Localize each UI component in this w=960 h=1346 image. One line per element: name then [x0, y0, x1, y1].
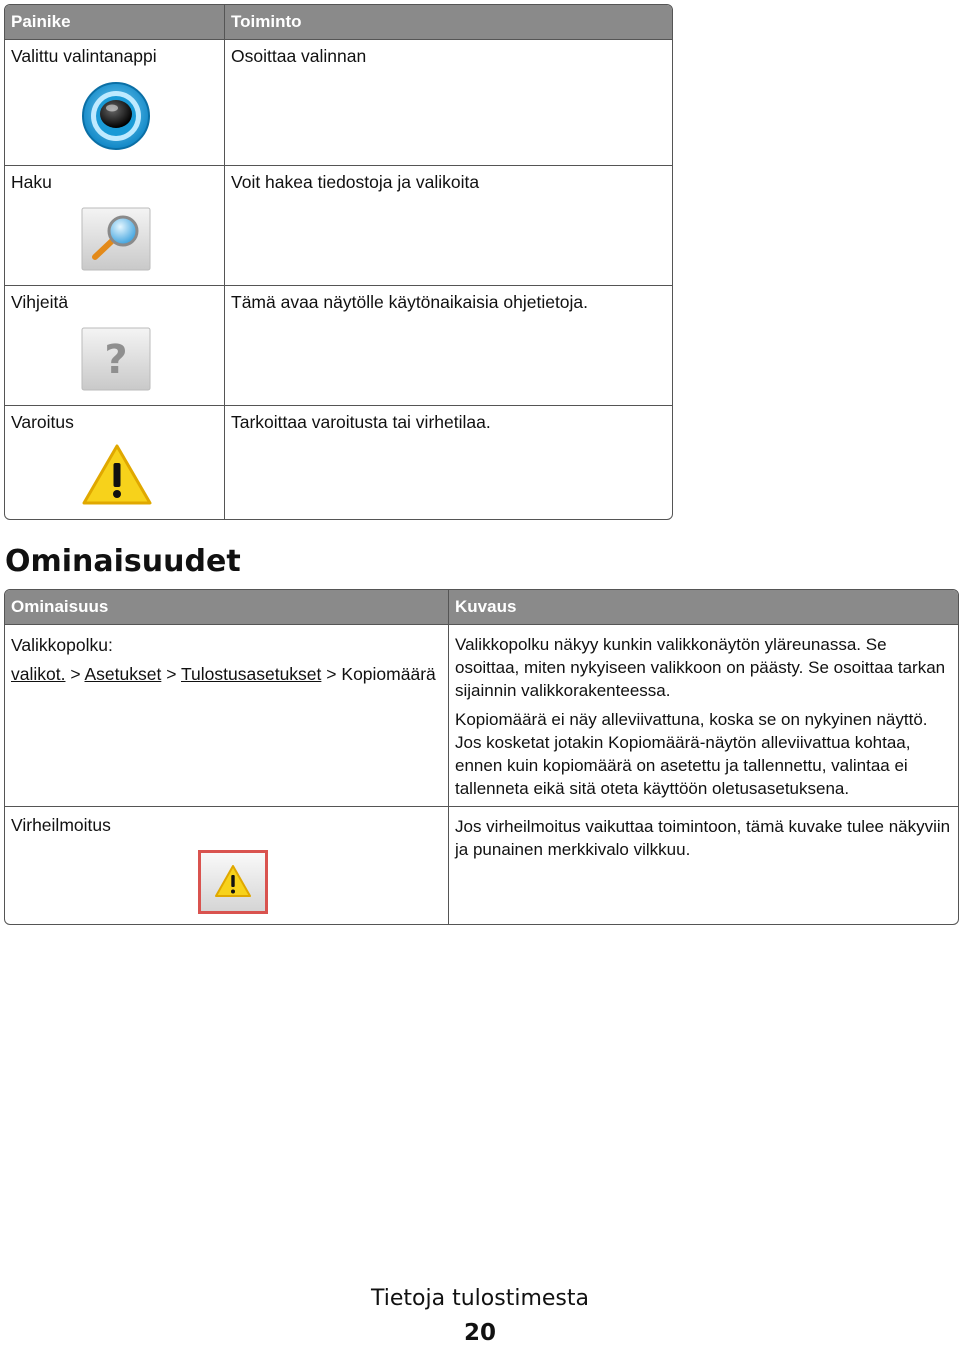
breadcrumb-description-current: Kopiomäärä ei näy alleviivattuna, koska se on nykyinen näyttö. Jos kosketat jotakin Kopiomäärä-näytön alleviivattua kohtaa, ennen kuin kopiomäärä on asetettu ja tallennettu, valintaa ei tallenneta eikä sitä oteta käyttöön oletusasetuksena.: [455, 710, 928, 798]
table-row: [5, 806, 958, 924]
page-number: 20: [463, 1320, 496, 1346]
row-label: Vihjeitä: [11, 292, 69, 312]
search-magnifier-icon: [81, 207, 218, 276]
breadcrumb-label: Valikkopolku:: [11, 635, 113, 655]
table-row: [5, 405, 672, 519]
header-function: Toiminto: [224, 5, 672, 40]
breadcrumb-description: Valikkopolku näkyy kunkin valikkonäytön yläreunassa. Se osoittaa, miten nykyiseen valikkoon on päästy. Se osoittaa tarkan sijainnin valikkorakenteessa.: [455, 635, 946, 700]
buttons-table: [4, 4, 673, 520]
breadcrumb-separator: >: [326, 664, 337, 684]
table-row: [5, 40, 672, 165]
header-feature: Ominaisuus: [5, 590, 448, 625]
row-description: Voit hakea tiedostoja ja valikoita: [224, 165, 672, 285]
table-row: [5, 165, 672, 285]
selected-radio-button-icon: [81, 81, 218, 156]
row-description: Osoittaa valinnan: [224, 40, 672, 165]
row-description: Tarkoittaa varoitusta tai virhetilaa.: [224, 405, 672, 519]
breadcrumb-separator: >: [70, 664, 81, 684]
row-label: Varoitus: [11, 412, 74, 432]
breadcrumb-link-settings[interactable]: Asetukset: [84, 664, 162, 684]
breadcrumb: [11, 657, 442, 691]
table-row: [5, 625, 958, 806]
breadcrumb-separator: >: [166, 664, 177, 684]
breadcrumb-link-print-settings[interactable]: Tulostusasetukset: [181, 664, 322, 684]
breadcrumb-link-menus[interactable]: valikot.: [11, 664, 66, 684]
features-table: [4, 589, 959, 925]
row-label: Haku: [11, 172, 52, 192]
error-message-warning-icon: [198, 850, 442, 919]
help-question-icon: [81, 327, 218, 396]
error-description: Jos virheilmoitus vaikuttaa toimintoon, tämä kuvake tulee näkyviin ja punainen merkkivalo vilkkuu.: [455, 817, 951, 859]
row-description: Tämä avaa näytölle käytönaikaisia ohjetietoja.: [224, 285, 672, 405]
footer-title: Tietoja tulostimesta: [371, 1286, 589, 1311]
error-label: Virheilmoitus: [11, 815, 111, 835]
header-button: Painike: [5, 5, 224, 40]
breadcrumb-current: Kopiomäärä: [341, 664, 436, 684]
warning-triangle-icon: [81, 443, 218, 512]
svg-text:?: ?: [104, 337, 128, 383]
table-row: [5, 285, 672, 405]
header-description: Kuvaus: [448, 590, 958, 625]
section-title: Ominaisuudet: [5, 544, 241, 579]
row-label: Valittu valintanappi: [11, 46, 157, 66]
